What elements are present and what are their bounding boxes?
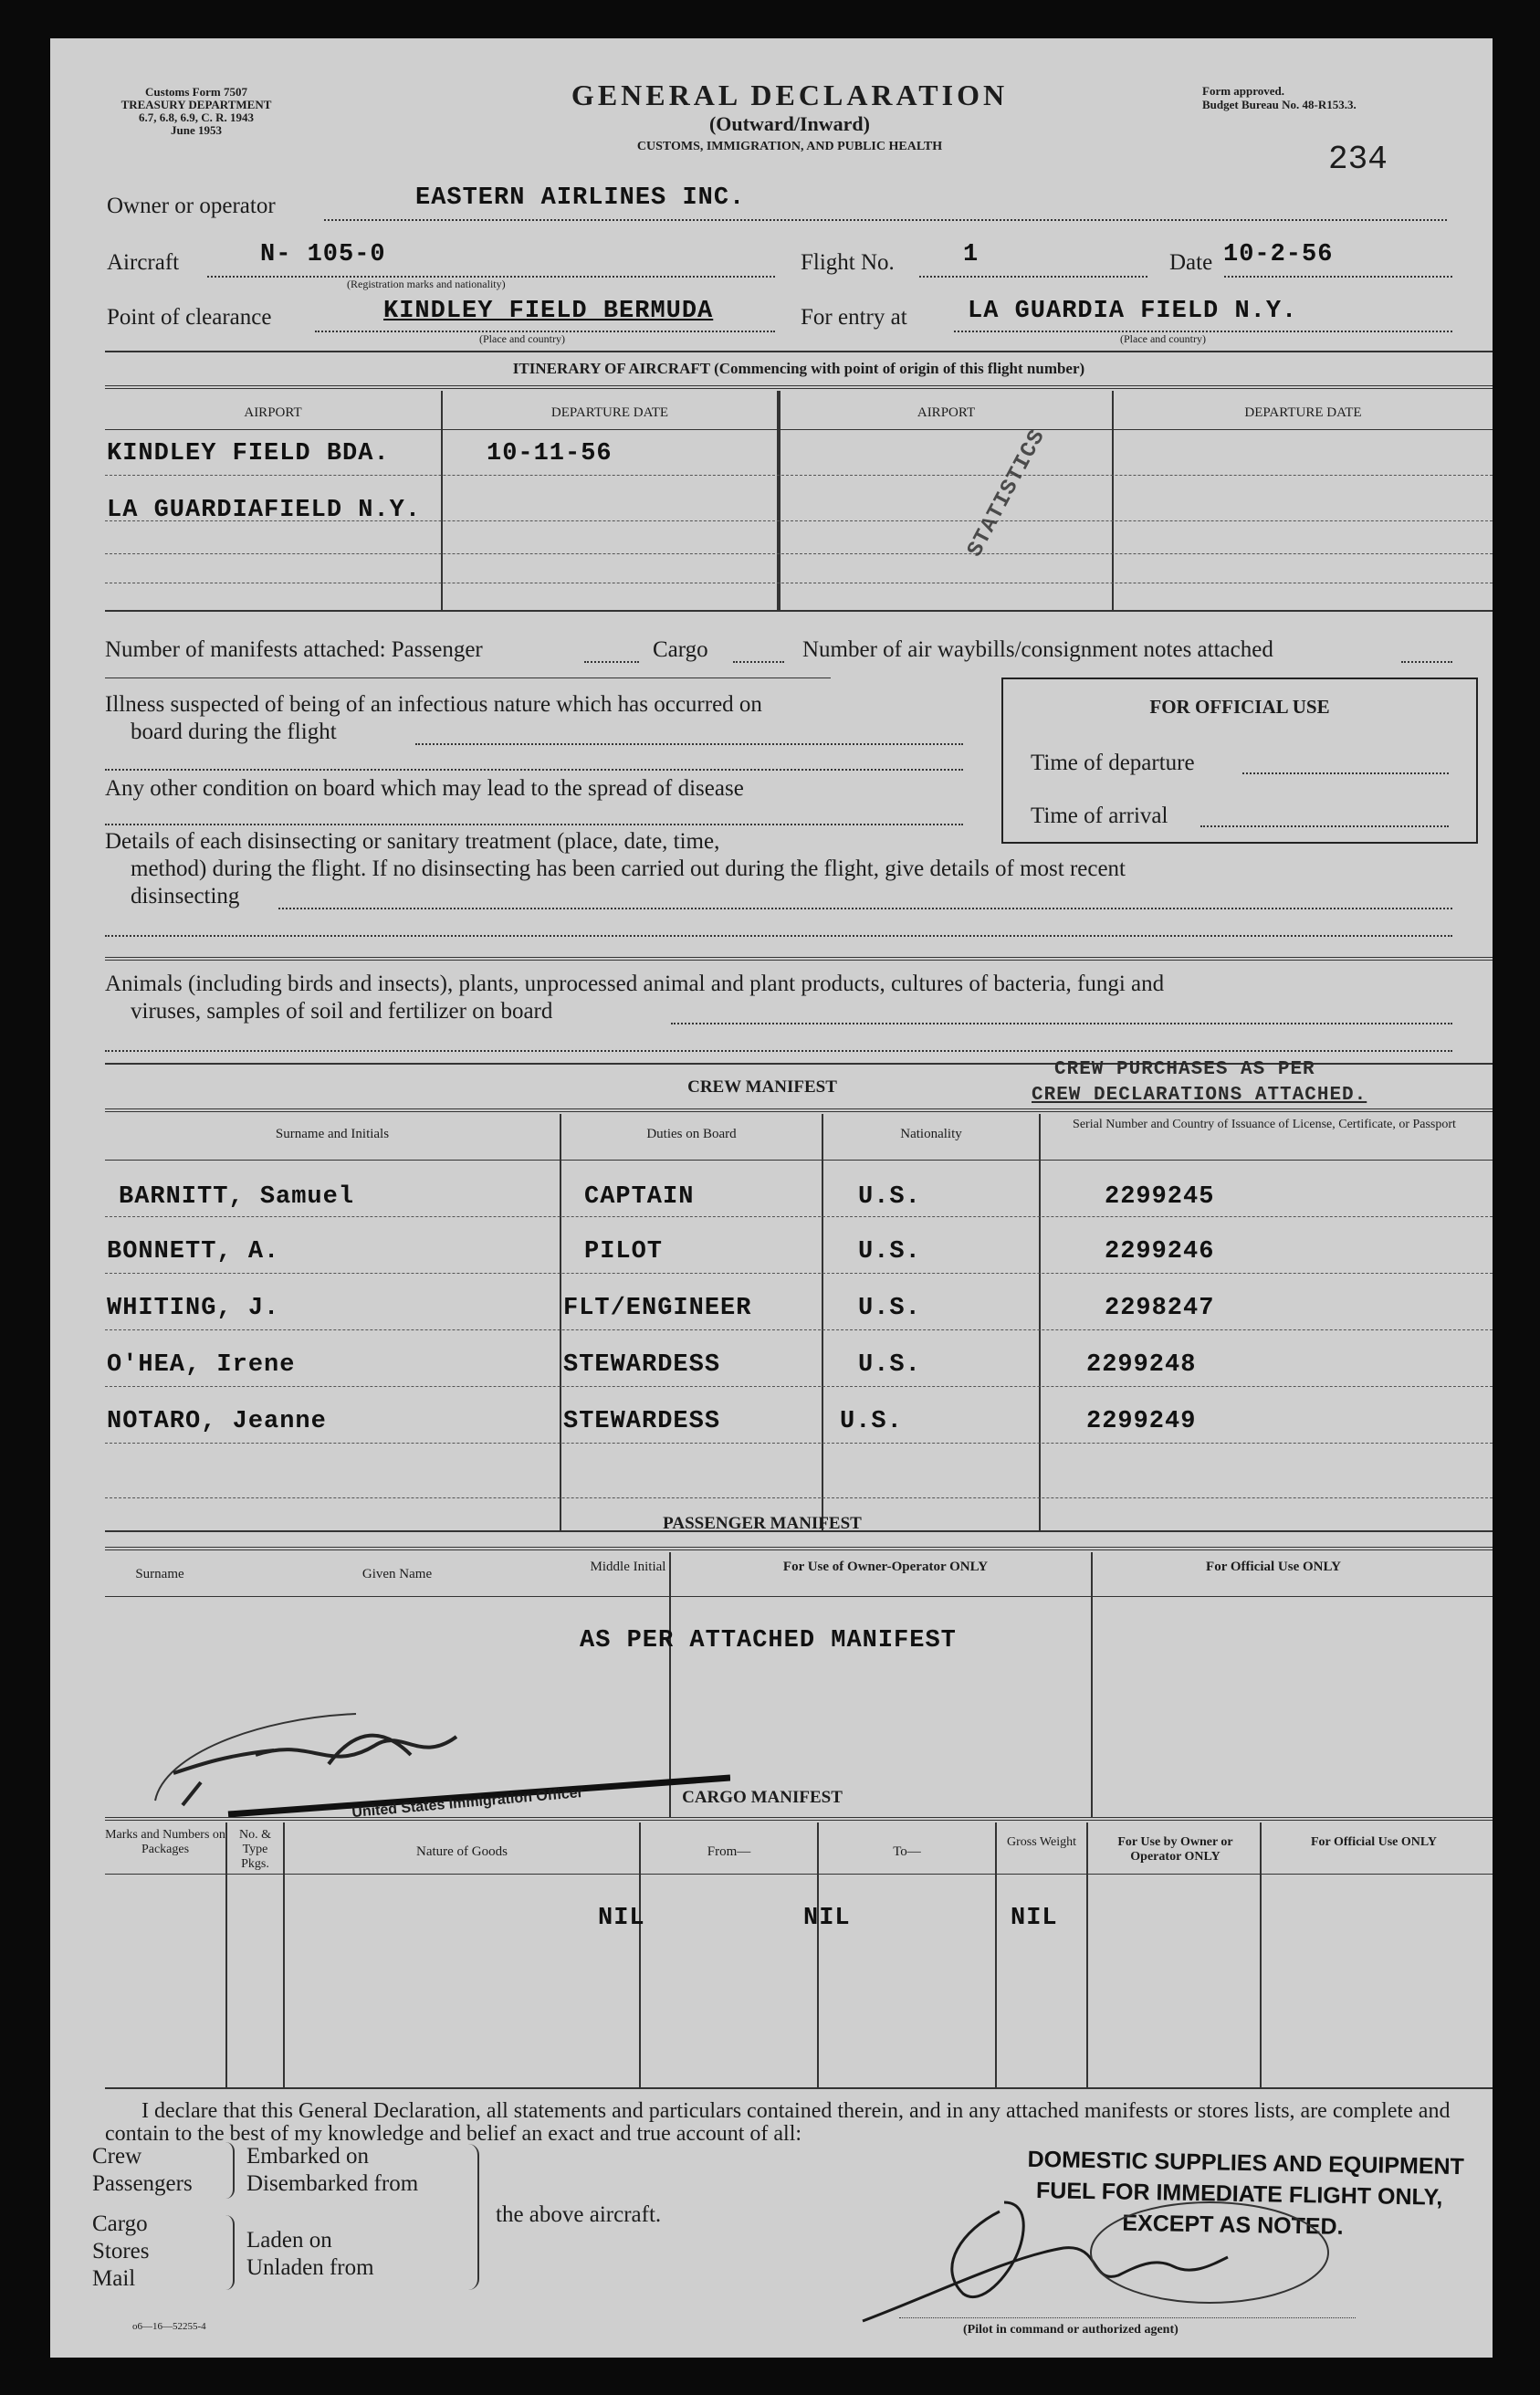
- manifests-line: [584, 661, 639, 663]
- rule: [105, 385, 1493, 389]
- form-ref-line: Customs Form 7507: [145, 85, 247, 99]
- itinerary-col-departure: DEPARTURE DATE: [550, 405, 669, 420]
- rule: [105, 351, 1493, 352]
- crew-col-serial: Serial Number and Country of Issuance of License, Certificate, or Passport: [1073, 1118, 1456, 1131]
- crew-declarations-stamp: CREW DECLARATIONS ATTACHED.: [1032, 1085, 1367, 1106]
- immigration-officer-stamp: United States Immigration Officer: [351, 1784, 584, 1822]
- signature-stroke: [256, 1736, 456, 1764]
- form-heading: [470, 79, 1109, 154]
- col-divider: [1112, 391, 1114, 610]
- crew-duty: CAPTAIN: [584, 1183, 695, 1211]
- entry-value: LA GUARDIA FIELD N.Y.: [968, 298, 1298, 325]
- crew-manifest-title: CREW MANIFEST: [687, 1077, 837, 1097]
- stamp-arc: [155, 1714, 356, 1801]
- rule: [105, 1817, 1493, 1821]
- arrival-time-line: [1200, 825, 1449, 827]
- stamp-line: EXCEPT AS NOTED.: [1122, 2210, 1344, 2240]
- crew-duty: STEWARDESS: [563, 1408, 721, 1435]
- row-line: [105, 1497, 1493, 1498]
- departure-time-label: Time of departure: [1031, 751, 1195, 775]
- page-subtitle: (Outward/Inward): [708, 112, 870, 135]
- cargo-weight-value: NIL: [1011, 1905, 1058, 1932]
- col-divider: [822, 1114, 823, 1530]
- clearance-note: (Place and country): [479, 332, 565, 345]
- itinerary-departure-1: 10-11-56: [487, 440, 613, 467]
- col-divider: [283, 1823, 285, 2087]
- bracket: [225, 2142, 235, 2199]
- form-ref-line: TREASURY DEPARTMENT: [120, 98, 272, 111]
- owner-value: EASTERN AIRLINES INC.: [415, 184, 746, 212]
- col-divider: [441, 391, 443, 610]
- col-divider: [777, 391, 780, 610]
- crew-serial: 2299245: [1105, 1183, 1215, 1211]
- statistics-stamp: STATISTICS: [963, 425, 1052, 562]
- stamp-oval: [1091, 2202, 1328, 2303]
- rule: [105, 429, 1493, 430]
- crew-serial: 2299248: [1086, 1351, 1197, 1379]
- approval-note: [1202, 84, 1357, 111]
- form-ref-line: 6.7, 6.8, 6.9, C. R. 1943: [138, 110, 255, 124]
- bracket: [468, 2144, 479, 2290]
- crew-serial: 2298247: [1105, 1295, 1215, 1322]
- crew-duty: STEWARDESS: [563, 1351, 721, 1379]
- stamp-line: FUEL FOR IMMEDIATE FLIGHT ONLY,: [1035, 2178, 1443, 2211]
- other-condition-label: Any other condition on board which may lead to the spread of disease: [105, 776, 744, 801]
- rule: [105, 957, 1493, 961]
- crew-name: NOTARO, Jeanne: [107, 1408, 327, 1435]
- rule: [105, 1547, 1493, 1550]
- stamp-line: DOMESTIC SUPPLIES AND EQUIPMENT: [1027, 2146, 1465, 2180]
- passenger-col-given: Given Name: [361, 1567, 433, 1581]
- arrival-time-label: Time of arrival: [1031, 804, 1168, 828]
- illness-label-2: board during the flight: [131, 720, 337, 744]
- cargo-col-owner: For Use by Owner or Operator ONLY: [1117, 1835, 1233, 1864]
- signature-caption: (Pilot in command or authorized agent): [963, 2323, 1179, 2337]
- animals-line: [671, 1023, 1452, 1024]
- aircraft-value: N- 105-0: [260, 241, 386, 268]
- print-code: o6—16—52255-4: [132, 2321, 206, 2332]
- col-divider: [1260, 1823, 1262, 2087]
- flight-line: [919, 276, 1147, 278]
- crew-purchases-stamp: CREW PURCHASES AS PER: [1054, 1059, 1315, 1080]
- crew-duty: PILOT: [584, 1238, 664, 1266]
- declaration-mail: Mail: [92, 2266, 136, 2291]
- col-divider: [639, 1823, 641, 2087]
- crew-nationality: U.S.: [858, 1351, 921, 1379]
- passenger-manifest-title: PASSENGER MANIFEST: [663, 1514, 862, 1533]
- approval-line: Form approved.: [1202, 84, 1285, 98]
- date-line: [1224, 276, 1452, 278]
- col-divider: [817, 1823, 819, 2087]
- row-line: [105, 1273, 1493, 1274]
- rule: [105, 610, 1493, 612]
- animals-line-2: [105, 1050, 1452, 1052]
- crew-serial: 2299246: [1105, 1238, 1215, 1266]
- animals-label-2: viruses, samples of soil and fertilizer on board: [131, 999, 553, 1024]
- page-title: GENERAL DECLARATION: [571, 79, 1009, 111]
- disinsect-label-2: method) during the flight. If no disinsecting has been carried out during the flight, give details of most recent: [131, 856, 1126, 881]
- passenger-note: AS PER ATTACHED MANIFEST: [580, 1627, 957, 1654]
- cargo-col-weight: Gross Weight: [1006, 1835, 1076, 1849]
- declaration-disembarked: Disembarked from: [246, 2171, 419, 2196]
- passenger-col-middle: Middle Initial: [590, 1560, 666, 1574]
- col-divider: [560, 1114, 561, 1530]
- passenger-col-official: For Official Use ONLY: [1206, 1560, 1341, 1574]
- itinerary-airport-2: LA GUARDIAFIELD N.Y.: [107, 497, 422, 524]
- crew-col-duties: Duties on Board: [646, 1127, 737, 1141]
- cargo-goods-value: NIL: [598, 1905, 645, 1932]
- row-line: [105, 1386, 1493, 1387]
- crew-col-nationality: Nationality: [900, 1127, 962, 1141]
- crew-name: O'HEA, Irene: [107, 1351, 296, 1379]
- illness-label: Illness suspected of being of an infectious nature which has occurred on: [105, 692, 762, 717]
- declaration-text: I declare that this General Declaration, all statements and particulars contained therein, and in any attached manifests or stores lists, are complete and contain to the best of my knowledge and belief an exact and true account of all:: [105, 2099, 1451, 2146]
- row-line: [105, 1443, 1493, 1444]
- itinerary-col-airport: AIRPORT: [244, 405, 302, 420]
- declaration-crew: Crew: [92, 2144, 142, 2169]
- cargo-col-marks: Marks and Numbers on Packages: [105, 1828, 225, 1856]
- pilot-signature: [826, 2166, 1337, 2348]
- col-divider: [1086, 1823, 1088, 2087]
- page-number: 234: [1328, 141, 1388, 178]
- itinerary-title: ITINERARY OF AIRCRAFT (Commencing with point of origin of this flight number): [512, 360, 1085, 377]
- departure-time-line: [1242, 772, 1449, 774]
- official-use-title: FOR OFFICIAL USE: [1149, 696, 1330, 718]
- clearance-label: Point of clearance: [107, 305, 272, 330]
- date-label: Date: [1169, 250, 1213, 275]
- signature-stroke: [863, 2248, 1228, 2321]
- cargo-manifest-title: CARGO MANIFEST: [682, 1788, 843, 1807]
- declaration-embarked: Embarked on: [246, 2144, 369, 2169]
- row-line: [105, 475, 1493, 476]
- col-divider: [1039, 1114, 1041, 1530]
- crew-name: BONNETT, A.: [107, 1238, 280, 1266]
- clearance-value: KINDLEY FIELD BERMUDA: [383, 298, 714, 325]
- signature-stroke: [952, 2202, 1023, 2297]
- owner-label: Owner or operator: [107, 194, 276, 218]
- bracket: [225, 2215, 235, 2290]
- row-line: [105, 553, 1493, 554]
- flight-label: Flight No.: [801, 250, 895, 275]
- official-use-box: [1001, 678, 1478, 844]
- rule: [105, 1108, 1493, 1112]
- illness-line-2: [105, 769, 963, 771]
- rule: [105, 2087, 1493, 2089]
- cargo-count-label: Cargo: [653, 637, 708, 662]
- form-ref-line: June 1953: [171, 123, 222, 137]
- manifests-label: Number of manifests attached: Passenger: [105, 637, 483, 662]
- owner-line: [324, 219, 1447, 221]
- approval-line: Budget Bureau No. 48-R153.3.: [1202, 98, 1357, 111]
- rule: [105, 1160, 1493, 1161]
- declaration-stores: Stores: [92, 2239, 150, 2264]
- passenger-col-surname: Surname: [135, 1567, 184, 1581]
- other-condition-line: [105, 824, 963, 825]
- crew-col-name: Surname and Initials: [275, 1127, 390, 1141]
- aircraft-note: (Registration marks and nationality): [347, 278, 506, 290]
- illness-line: [415, 743, 963, 745]
- cargo-col-number: No. & Type Pkgs.: [239, 1828, 271, 1871]
- flight-value: 1: [963, 241, 980, 268]
- passenger-col-owner: For Use of Owner-Operator ONLY: [782, 1560, 989, 1574]
- cargo-to-value: NIL: [803, 1905, 851, 1932]
- cargo-col-official: For Official Use ONLY: [1310, 1835, 1438, 1849]
- entry-label: For entry at: [801, 305, 907, 330]
- crew-nationality: U.S.: [858, 1295, 921, 1322]
- disinsect-line-2: [105, 935, 1452, 937]
- crew-nationality: U.S.: [858, 1238, 921, 1266]
- date-value: 10-2-56: [1223, 241, 1334, 268]
- cargo-count-line: [733, 661, 784, 663]
- cargo-col-to: To—: [893, 1844, 921, 1859]
- declaration-cargo: Cargo: [92, 2211, 148, 2236]
- animals-label: Animals (including birds and insects), plants, unprocessed animal and plant products, cultures of bacteria, fungi and: [105, 972, 1165, 996]
- disinsect-label-3: disinsecting: [131, 884, 240, 909]
- row-line: [105, 1329, 1493, 1330]
- waybills-line: [1401, 661, 1452, 663]
- waybills-label: Number of air waybills/consignment notes attached: [802, 637, 1273, 662]
- cargo-col-from: From—: [707, 1844, 751, 1859]
- declaration-unladen: Unladen from: [246, 2255, 374, 2280]
- crew-nationality: U.S.: [858, 1183, 921, 1211]
- agencies-line: CUSTOMS, IMMIGRATION, AND PUBLIC HEALTH: [636, 140, 943, 153]
- itinerary-airport-1: KINDLEY FIELD BDA.: [107, 440, 390, 467]
- row-line: [105, 1216, 1493, 1217]
- itinerary-col-airport-2: AIRPORT: [917, 405, 976, 420]
- itinerary-col-departure-2: DEPARTURE DATE: [1244, 405, 1362, 420]
- declaration-form: [50, 38, 1493, 2358]
- rule: [105, 1596, 1493, 1597]
- declaration-above-aircraft: the above aircraft.: [496, 2202, 662, 2227]
- crew-duty: FLT/ENGINEER: [563, 1295, 752, 1322]
- crew-name: BARNITT, Samuel: [119, 1183, 355, 1211]
- declaration-passengers: Passengers: [92, 2171, 193, 2196]
- entry-note: (Place and country): [1120, 332, 1206, 345]
- aircraft-label: Aircraft: [107, 250, 180, 275]
- disinsect-line: [278, 908, 1452, 909]
- signature-line: [899, 2317, 1356, 2318]
- crew-name: WHITING, J.: [107, 1295, 280, 1322]
- col-divider: [1091, 1552, 1093, 1817]
- disinsect-label: Details of each disinsecting or sanitary treatment (place, date, time,: [105, 829, 720, 854]
- form-reference: [105, 86, 288, 137]
- rule: [105, 1874, 1493, 1875]
- cargo-col-goods: Nature of Goods: [416, 1844, 508, 1859]
- declaration-laden: Laden on: [246, 2228, 332, 2253]
- crew-nationality: U.S.: [840, 1408, 903, 1435]
- col-divider: [995, 1823, 997, 2087]
- crew-serial: 2299249: [1086, 1408, 1197, 1435]
